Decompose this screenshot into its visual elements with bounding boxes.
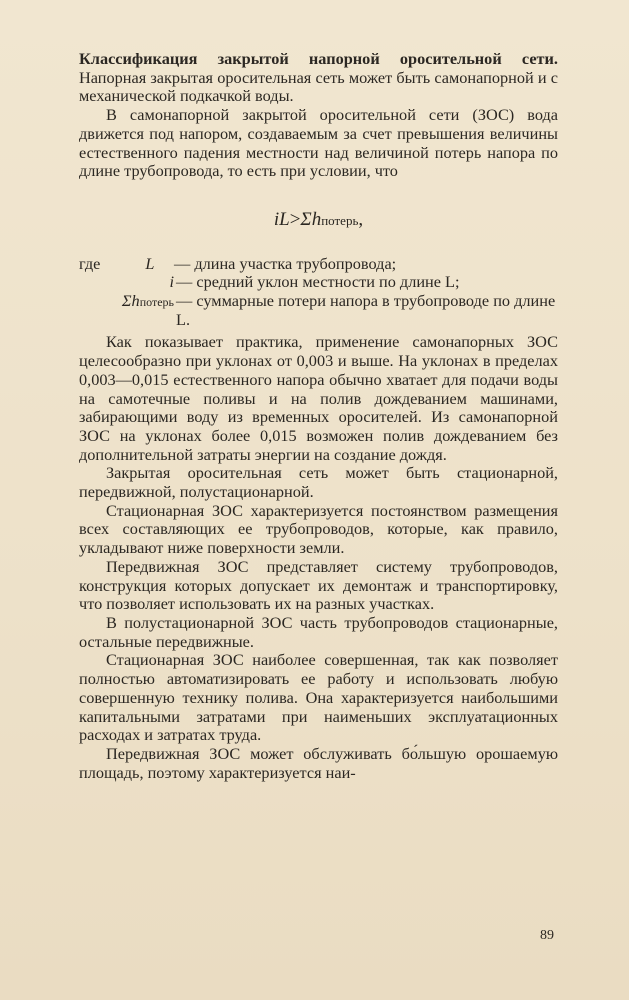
formula-sum: Σh xyxy=(300,208,322,230)
paragraph-4: Закрытая оросительная сеть может быть стационарной, передвижной, полустационарной. xyxy=(79,463,558,502)
formula-legend xyxy=(79,255,558,330)
paragraph-1-text: Напорная закрытая оросительная сеть может быть самонапорной и с механической подкачкой воды. xyxy=(79,67,558,106)
page-number: 89 xyxy=(540,928,554,943)
paragraph-6: Передвижная ЗОС представляет систему трубопроводов, конструкция которых допускает их демонтаж и транспортировку, что позволяет использовать их на разных участках. xyxy=(79,556,558,614)
legend-where xyxy=(79,255,174,274)
legend-row xyxy=(79,292,558,329)
legend-where-label: где xyxy=(79,253,101,273)
legend-symbol: Σh xyxy=(121,291,140,311)
paragraph-3: Как показывает практика, применение самонапорных ЗОС целесообразно при уклонах от 0,003 и выше. На уклонах в пределах 0,003—0,015 естественного напора обычно хватает для подачи воды на самотечные поливы и на полив дождеванием машинами, забирающими воду из временных оросителей. Из самонапорной ЗОС на уклонах более 0,015 возможен полив дождеванием без дополнительной затраты энергии на создание дождя. xyxy=(79,332,558,464)
legend-symbol-group xyxy=(79,292,176,329)
legend-row xyxy=(79,255,558,274)
formula-tail: , xyxy=(358,208,364,230)
legend-symbol: i xyxy=(169,272,174,292)
formula-subscript: потерь xyxy=(321,212,359,228)
paragraph-2: В самонапорной закрытой оросительной сети (ЗОС) вода движется под напором, создаваемым за счет превышения величины естественного падения местности над величиной потерь напора по длине трубопровода, то есть при условии, что xyxy=(79,105,558,181)
legend-definition: — средний уклон местности по длине L; xyxy=(176,272,460,292)
paragraph-9: Передвижная ЗОС может обслуживать бо́льшую орошаемую площадь, поэтому характеризуется наи- xyxy=(79,743,558,782)
legend-definition: — суммарные потери напора в трубопроводе по длине L. xyxy=(176,291,556,329)
paragraph-8: Стационарная ЗОС наиболее совершенная, так как позволяет полностью автоматизировать ее работу и использовать любую совершенную технику полива. Она характеризуется наибольшими капитальными затратами при наименьших эксплуатационных расходах и затратах труда. xyxy=(79,650,558,745)
legend-row xyxy=(79,273,558,292)
paragraph-1 xyxy=(79,50,558,106)
paragraph-5: Стационарная ЗОС характеризуется постоянством размещения всех составляющих ее трубопроводов, которые, как правило, укладывают ниже поверхности земли. xyxy=(79,500,558,558)
legend-symbol: L xyxy=(145,253,155,273)
legend-definition: — длина участка трубопровода; xyxy=(174,253,397,273)
section-heading: Классификация закрытой напорной оросительной сети. xyxy=(79,49,558,68)
text-column xyxy=(79,50,558,782)
legend-subscript: потерь xyxy=(139,295,174,310)
formula xyxy=(79,208,558,231)
formula-left: iL xyxy=(273,208,290,230)
paragraph-7: В полустационарной ЗОС часть трубопроводов стационарные, остальные передвижные. xyxy=(79,612,558,651)
formula-operator: > xyxy=(289,208,301,230)
